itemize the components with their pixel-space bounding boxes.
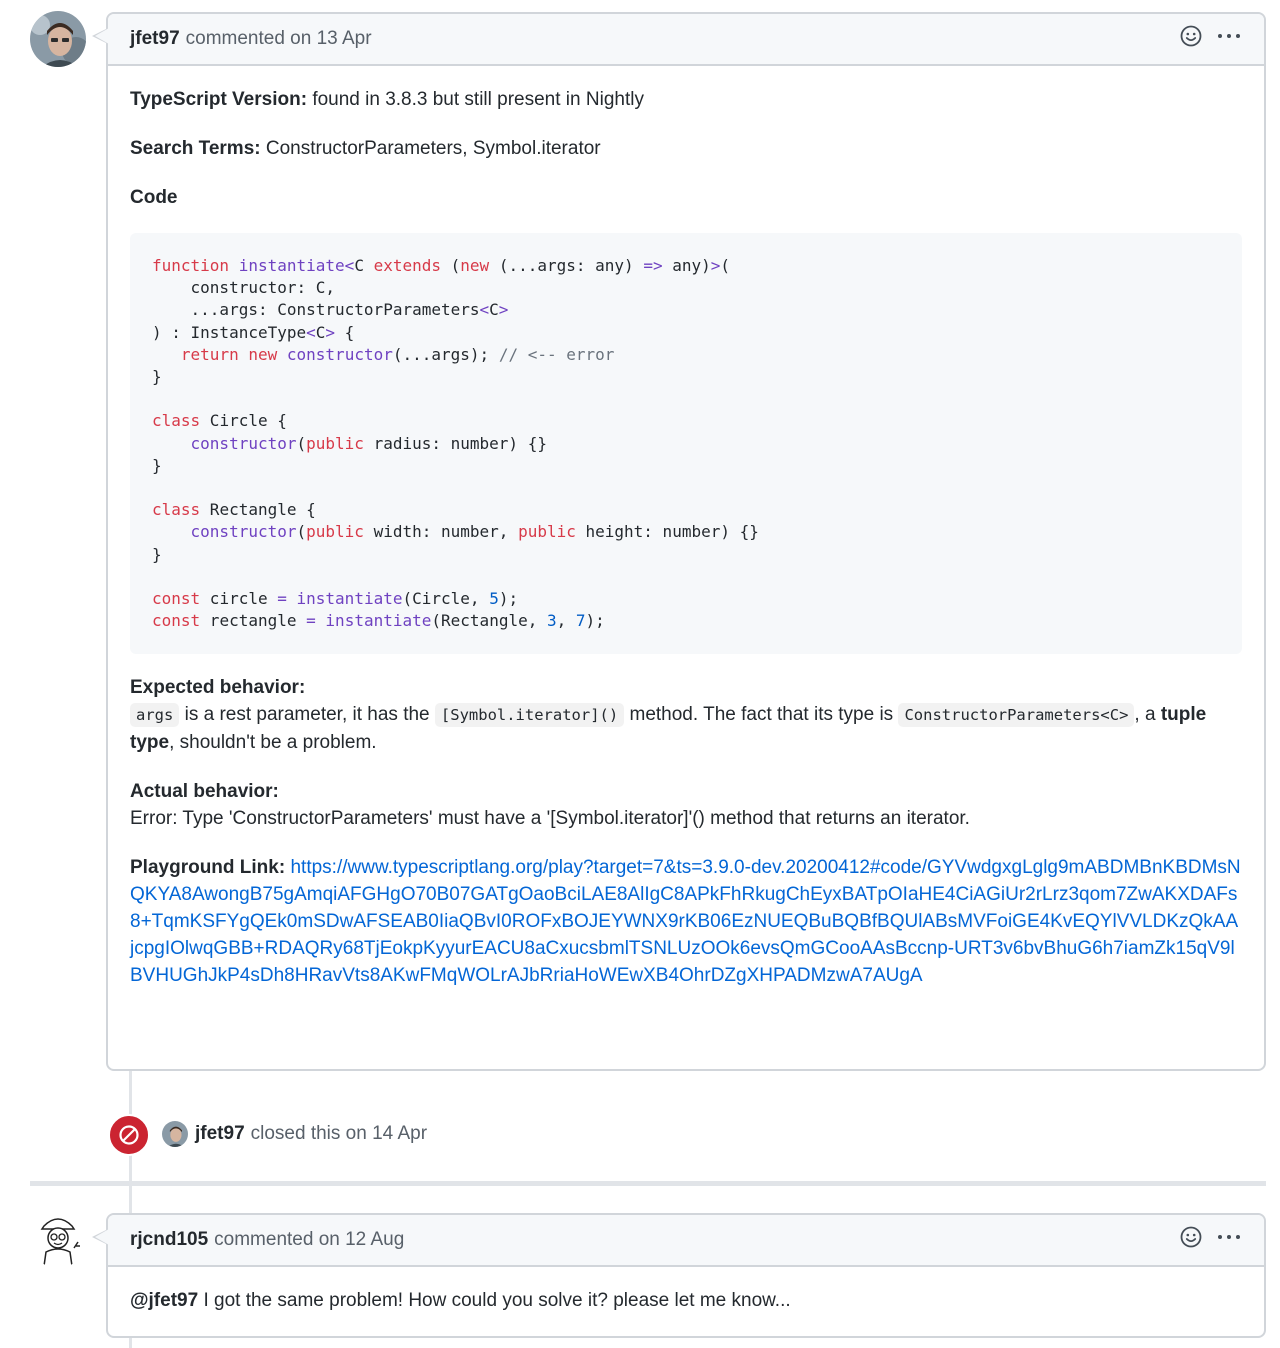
code-block [130,233,1242,654]
comment-body [108,1267,1264,1334]
avatar[interactable] [162,1121,188,1147]
user-mention[interactable]: @jfet97 [130,1290,199,1311]
text: method. The fact that its type is [624,704,899,726]
event-author[interactable]: jfet97 [195,1123,245,1144]
value: Error: Type 'ConstructorParameters' must have a '[Symbol.iterator]'() method that returns an iterator. [130,808,970,830]
closed-event [162,1121,427,1147]
comment-body [108,66,1264,1009]
search-terms [130,135,1242,162]
comment-author[interactable]: jfet97 [130,28,180,49]
comment-header [108,14,1264,66]
typescript-version [130,86,1242,113]
playground-url-link[interactable]: https://www.typescriptlang.org/play?target=7&ts=3.9.0-dev.20200412#code/GYVwdgxgLglg9mABDMBnKBDMsNQKYA8AwongB75gAmqiAFGHgO70B07GATgOaoBciLAE8AlIgC8APkFhRkugChEyxBATpOIaHE4CiAGiUr2rLrz3qom7ZwAKXDAFs8+TqmKSFYgQEk0mSDwAFSEAB0IiaQBvI0ROFxBOJEYWNX9rKB06EzNUEQBuBQBfBQUlABsMVFoiGE4KvEQYlVVLDKzQkAAjcpgIOlwqGBB+RDAQRy68TjEokpKyyurEACU8aCxucsbmlTSNLUzOOk6evsQmGCooAAsBccnp-URT3v6bvBhuG6h7iamZk15qV9lBVHUGhJkP4sDh8HRavVts8AKwFMqWOLrAJbRriaHoWEwXB4OhrDZgXHPADMzwA7AUgA [130,857,1241,987]
circle-slash-icon [118,1124,140,1146]
closed-badge [108,1114,150,1156]
actual-behavior [130,778,1242,832]
comment-1 [106,12,1266,1071]
avatar[interactable] [30,1212,86,1268]
code-line: constructor: C, [152,278,336,298]
avatar[interactable] [30,11,86,67]
kebab-horizontal-icon[interactable] [1216,1226,1242,1254]
code-line: const circle = instantiate(Circle, 5); [152,589,519,609]
comment-timestamp[interactable]: commented on 12 Aug [214,1229,405,1250]
code-line: constructor(public width: number, public height: number) {} [190,522,759,542]
code-line: } [152,367,162,387]
label: Search Terms: [130,138,261,159]
code-line: constructor(public radius: number) {} [190,433,547,453]
label: TypeScript Version: [130,89,308,110]
comment-timestamp[interactable]: commented on 13 Apr [185,28,372,49]
label: Expected behavior: [130,677,306,699]
code-line: return new constructor(...args); // <-- error [180,344,615,364]
comment-author[interactable]: rjcnd105 [130,1229,209,1250]
value: found in 3.8.3 but still present in Nightly [312,89,644,110]
comment-header [108,1215,1264,1267]
event-description: closed this on 14 Apr [250,1123,428,1144]
code-line: } [152,544,162,564]
text: , a [1134,704,1161,726]
text: is a rest parameter, it has the [179,704,435,726]
code-line: class Rectangle { [152,500,316,520]
label: Code [130,187,178,208]
comment-2 [106,1213,1266,1338]
code-line: ) : InstanceType<C> { [152,322,355,342]
label: Playground Link: [130,857,286,879]
user-avatar-image [30,11,86,67]
code-line: const rectangle = instantiate(Rectangle, 3, 7); [152,611,605,631]
expected-behavior [130,674,1242,756]
code-line: ...args: ConstructorParameters<C> [152,300,509,320]
code-heading [130,184,1242,211]
inline-code: args [130,703,179,727]
timeline-divider [30,1181,1266,1186]
bold-text: tuple type [130,704,1207,754]
comment-text [130,1287,1242,1314]
value: ConstructorParameters, Symbol.iterator [265,138,601,159]
text: I got the same problem! How could you solve it? please let me know... [198,1290,791,1311]
inline-code: ConstructorParameters<C> [898,703,1134,727]
text: , shouldn't be a problem. [169,732,377,754]
code-line: class Circle { [152,411,287,431]
smiley-icon[interactable] [1180,25,1202,53]
code-line: function instantiate<C extends (new (...args: any) => any)>( [152,256,731,275]
playground-link [130,854,1242,989]
smiley-icon[interactable] [1180,1226,1202,1254]
user-avatar-image [30,1212,86,1268]
label: Actual behavior: [130,781,279,803]
code-line: } [152,455,162,475]
inline-code: [Symbol.iterator]() [435,703,624,727]
kebab-horizontal-icon[interactable] [1216,25,1242,53]
